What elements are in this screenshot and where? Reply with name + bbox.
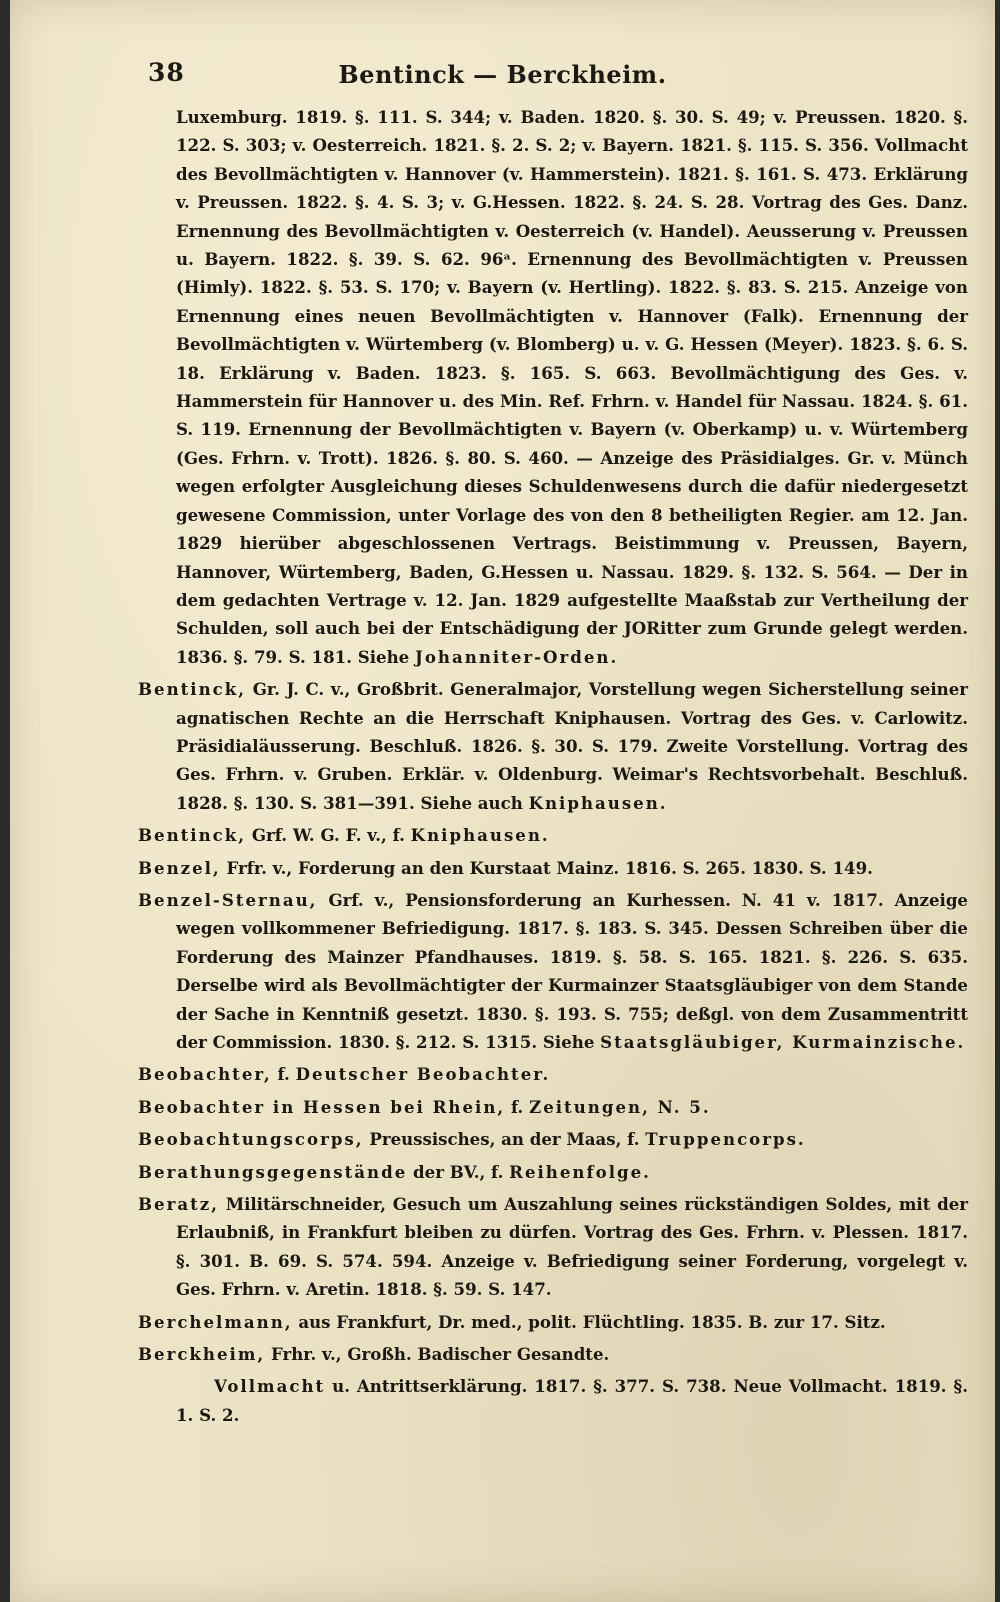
entry-body: Luxemburg. 1819. §. 111. S. 344; v. Baden. 1820. §. 30. S. 49; v. Preussen. 1820. §. 122. S. 303; v. Oesterreich. 1821. §. 2. S. 2; v. Bayern. 1821. §. 115. S. 356. Vollmacht des Bevollmächtigten v. Hannover (v. Hammerstein). 1821. §. 161. S. 473. Erklärung v. Preussen. 1822. §. 4. S. 3; v. G.Hessen. 1822. §. 24. S. 28. Vortrag des Ges. Danz. Ernennung des Bevollmächtigten v. Oesterreich (v. Handel). Aeusserung v. Preussen u. Bayern. 1822. §. 39. S. 62. 96ᵃ. Ernennung des Bevollmächtigten v. Preussen (Himly). 1822. §. 53. S. 170; v. Bayern (v. Hertling). 1822. §. 83. S. 215. Anzeige von Ernennung eines neuen Bevollmächtigten v. Hannover (Falk). Ernennung der Bevollmächtigten v. Würtemberg (v. Blomberg) u. v. G. Hessen (Meyer). 1823. §. 6. S. 18. Erklärung v. Baden. 1823. §. 165. S. 663. Bevollmächtigung des Ges. v. Hammerstein für Hannover u. des Min. Ref. Frhrn. v. Handel für Nassau. 1824. §. 61. S. 119. Ernennung der Bevollmächtigten v. Bayern (v. Oberkamp) u. v. Würtemberg (Ges. Frhrn. v. Trott). 1826. §. 80. S. 460. — Anzeige des Präsidialges. Gr. v. Münch wegen erfolgter Ausgleichung dieses Schuldenwesens durch die dafür niedergesetzt gewesene Commission, unter Vorlage des von den 8 betheiligten Regier. am 12. Jan. 1829 hierüber abgeschlossenen Vertrags. Beistimmung v. Preussen, Bayern, Hannover, Würtemberg, Baden, G.Hessen u. Nassau. 1829. §. 132. S. 564. — Der in dem gedachten Vertrage v. 12. Jan. 1829 aufgestellte Maaßstab zur Vertheilung der Schulden, soll auch bei der Entschädigung der JORitter zum Grunde gelegt werden. 1836. §. 79. S. 181. — [176, 107, 968, 667]
entry-body: Grf. v., Pensionsforderung an Kurhessen. N. 41 v. 1817. Anzeige wegen vollkommener Befriedigung. 1817. §. 183. S. 345. Dessen Schreiben über die Forderung des Mainzer Pfandhauses. 1819. §. 58. S. 165. 1821. §. 226. S. 635. Derselbe wird als Bevollmächtigter der Kurmainzer Staatsgläubiger von dem Stande der Sache in Kenntniß gesetzt. 1830. §. 193. S. 755; deßgl. von dem Zusammentritt der Commission. 1830. §. 212. S. 1315. — [176, 889, 968, 1052]
index-entry — [138, 675, 968, 817]
index-entry — [138, 854, 968, 882]
cross-reference: Truppencorps. — [645, 1129, 806, 1150]
entry-headword: Beratz, — [138, 1194, 219, 1215]
index-entry — [138, 886, 968, 1056]
cross-reference: Kniphausen. — [528, 792, 668, 813]
see-prefix: Siehe — [542, 1032, 595, 1052]
index-entry — [138, 821, 968, 849]
entry-headword: Bentinck, — [138, 679, 247, 700]
index-entry — [138, 1308, 968, 1336]
entry-headword: Benzel, — [138, 857, 221, 878]
entry-body: Gr. J. C. v., Großbrit. Generalmajor, Vorstellung wegen Sicherstellung seiner agnatischen Rechte an die Herrschaft Kniphausen. Vortrag des Ges. v. Carlowitz. Präsidialäusserung. Beschluß. 1826. §. 30. S. 179. Zweite Vorstellung. Vortrag des Ges. Frhrn. v. Gruben. Erklär. v. Oldenburg. Weimar's Rechtsvorbehalt. Beschluß. 1828. §. 130. S. 381—391. — [176, 679, 968, 813]
entry-headword: Berckheim, — [138, 1344, 266, 1365]
entry-headword: Berchelmann, — [138, 1311, 293, 1332]
see-prefix: Siehe auch — [420, 792, 523, 813]
entry-body: Frhr. v., Großh. Badischer Gesandte. — [270, 1344, 610, 1365]
entry-body: Frfr. v., Forderung an den Kurstaat Mainz. 1816. S. 265. 1830. S. 149. — [226, 857, 873, 878]
page-header — [10, 58, 995, 98]
book-page — [10, 0, 995, 1602]
cross-reference: Kniphausen. — [410, 825, 550, 846]
entry-headword: Benzel-Sternau, — [138, 889, 318, 910]
entry-body: Preussisches, an der Maas, f. — [369, 1129, 640, 1150]
running-head: Bentinck — Berckheim. — [338, 60, 667, 89]
entry-body: u. Antrittserklärung. 1817. §. 377. S. 738. Neue Vollmacht. 1819. §. 1. S. 2. — [176, 1376, 968, 1425]
index-subentry — [138, 1372, 968, 1429]
entry-body: f. — [510, 1096, 524, 1117]
index-entry — [138, 1060, 968, 1088]
entry-body: Militärschneider, Gesuch um Auszahlung seines rückständigen Soldes, mit der Erlaubniß, in Frankfurt bleiben zu dürfen. Vortrag des Ges. Frhrn. v. Plessen. 1817. §. 301. B. 69. S. 574. 594. Anzeige v. Befriedigung seiner Forderung, vorgelegt v. Ges. Frhrn. v. Aretin. 1818. §. 59. S. 147. — [176, 1194, 969, 1300]
entry-body: Grf. W. G. F. v., f. — [251, 825, 405, 846]
entry-headword: Bentinck, — [138, 825, 247, 846]
entry-headword: Beobachtungscorps, — [138, 1129, 364, 1150]
index-entry-continued — [138, 103, 968, 671]
entry-body: aus Frankfurt, Dr. med., polit. Flüchtling. 1835. B. zur 17. Sitz. — [298, 1311, 886, 1332]
entry-headword: Berathungsgegenstände — [138, 1161, 408, 1182]
index-entry — [138, 1125, 968, 1153]
entry-body: der BV., f. — [413, 1161, 504, 1182]
entry-headword: Beobachter, — [138, 1064, 272, 1085]
index-entry — [138, 1340, 968, 1368]
entry-body: f. — [277, 1064, 290, 1085]
page-number: 38 — [148, 58, 185, 87]
index-entry — [138, 1158, 968, 1186]
cross-reference: Staatsgläubiger, Kurmainzische. — [600, 1032, 966, 1052]
entry-headword: Beobachter in Hessen bei Rhein, — [138, 1096, 506, 1117]
index-entries — [138, 103, 968, 1433]
entry-headword: Vollmacht — [214, 1376, 326, 1397]
cross-reference: Zeitungen, N. 5. — [529, 1096, 711, 1117]
cross-reference: Johanniter-Orden. — [415, 646, 619, 667]
see-prefix: Siehe — [357, 646, 410, 667]
index-entry — [138, 1190, 968, 1304]
cross-reference: Reihenfolge. — [509, 1161, 651, 1182]
index-entry — [138, 1093, 968, 1121]
cross-reference: Deutscher Beobachter. — [295, 1064, 551, 1085]
